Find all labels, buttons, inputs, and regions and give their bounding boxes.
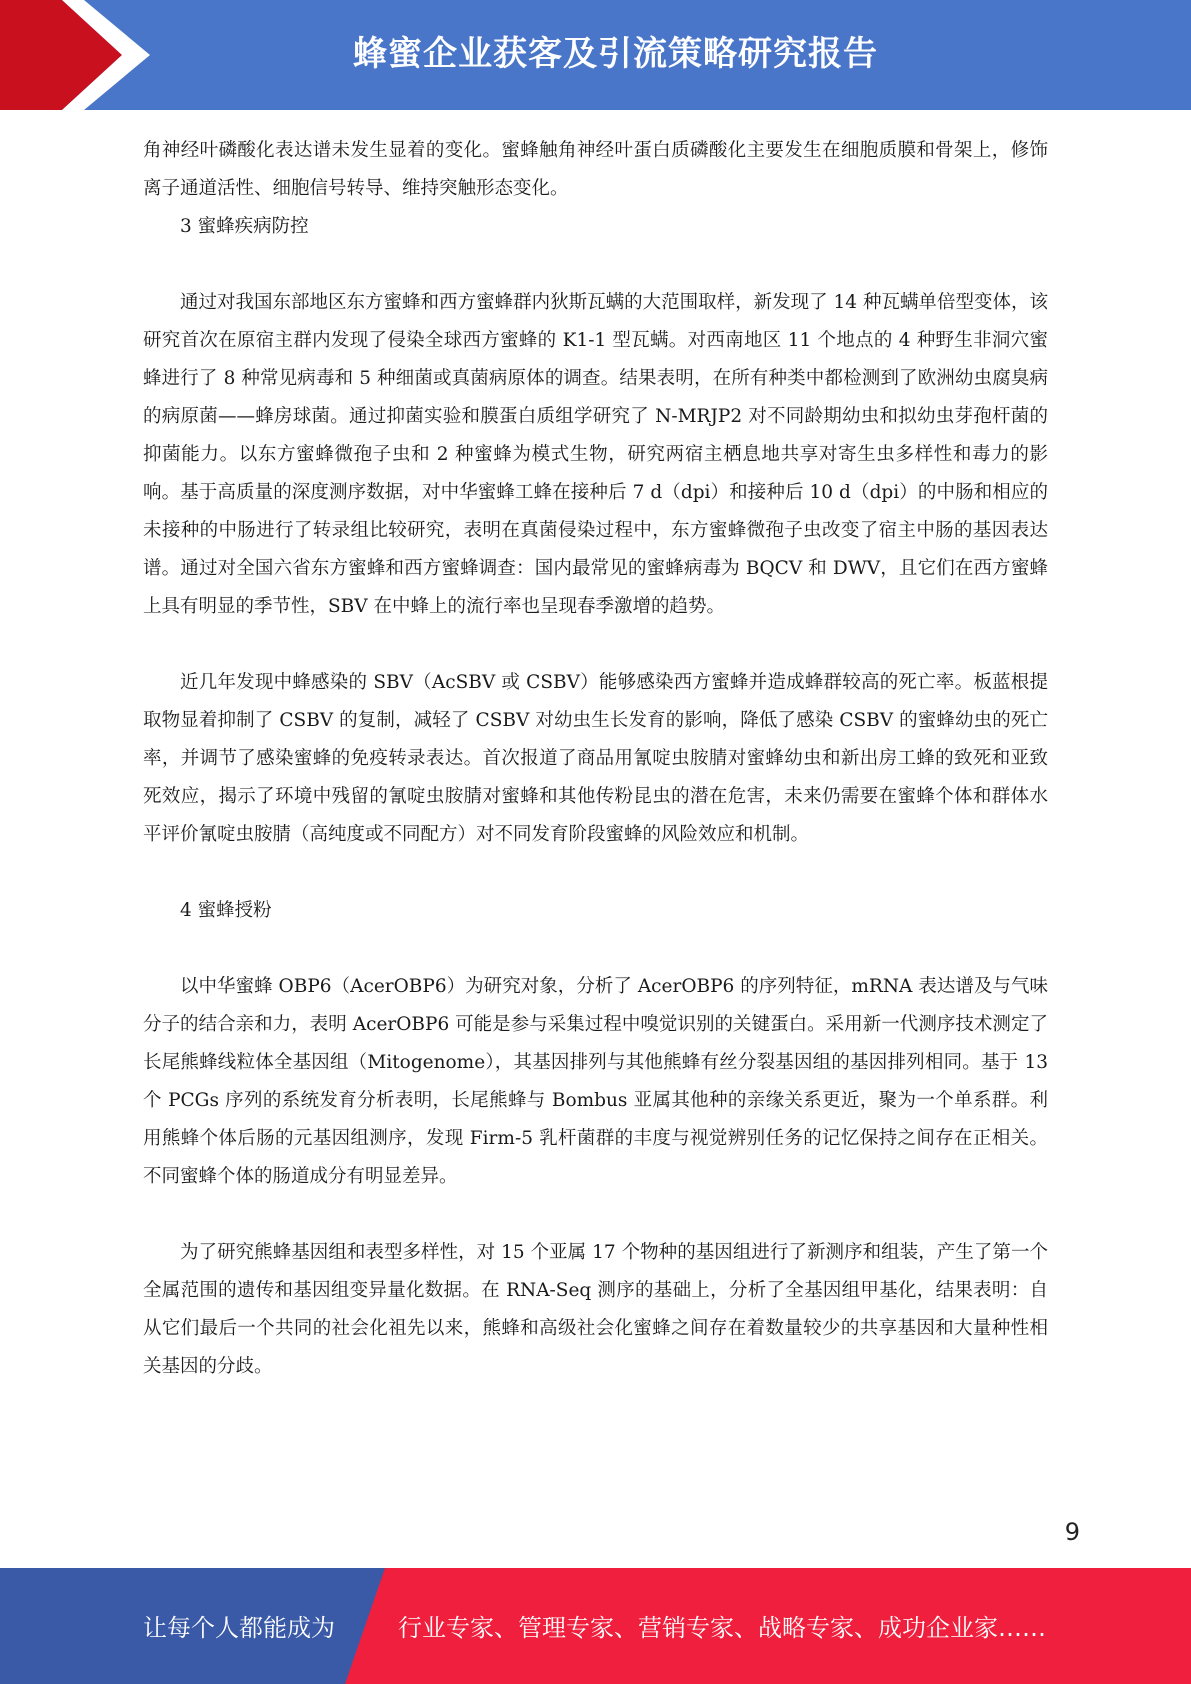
footer-slogan-right: 行业专家、管理专家、营销专家、战略专家、成功企业家…… — [398, 1614, 1046, 1642]
paragraph-bumblebee-genome: 为了研究熊蜂基因组和表型多样性，对 15 个亚属 17 个物种的基因组进行了新测序和组装，产生了第一个全属范围的遗传和基因组变异量化数据。在 RNA-Seq 测序的基础上，分析了全基因组甲基化，结果表明：自从它们最后一个共同的社会化祖先以来，熊蜂和高级社会化蜜蜂之间存在着数量较少的共享基因和大量种性相关基因的分歧。 — [143, 1242, 1048, 1377]
section-heading-pollination: 4 蜜蜂授粉 — [180, 900, 272, 921]
page-number: 9 — [1064, 1518, 1080, 1546]
paragraph-sbv: 近几年发现中蜂感染的 SBV（AcSBV 或 CSBV）能够感染西方蜜蜂并造成蜂群较高的死亡率。板蓝根提取物显着抑制了 CSBV 的复制，减轻了 CSBV 对幼虫生长发育的影响，降低了感染 CSBV 的蜜蜂幼虫的死亡率，并调节了感染蜜蜂的免疫转录表达。首次报道了商品用氰啶虫胺腈对蜜蜂幼虫和新出房工蜂的致死和亚致死效应，揭示了环境中残留的氰啶虫胺腈对蜜蜂和其他传粉昆虫的潜在危害，未来仍需要在蜜蜂个体和群体水平评价氰啶虫胺腈（高纯度或不同配方）对不同发育阶段蜜蜂的风险效应和机制。 — [143, 672, 1048, 845]
paragraph-obp6: 以中华蜜蜂 OBP6（AcerOBP6）为研究对象，分析了 AcerOBP6 的序列特征，mRNA 表达谱及与气味分子的结合亲和力，表明 AcerOBP6 可能是参与采集过程中嗅觉识别的关键蛋白。采用新一代测序技术测定了长尾熊蜂线粒体全基因组（Mitogenome），其基因排列与其他熊蜂有丝分裂基因组的基因排列相同。基于 13 个 PCGs 序列的系统发育分析表明，长尾熊蜂与 Bombus 亚属其他种的亲缘关系更近，聚为一个单系群。利用熊蜂个体后肠的元基因组测序，发现 Firm-5 乳杆菌群的丰度与视觉辨别任务的记忆保持之间存在正相关。不同蜜蜂个体的肠道成分有明显差异。 — [143, 976, 1048, 1187]
section-heading-disease-control: 3 蜜蜂疾病防控 — [180, 216, 309, 237]
paragraph-mite-survey: 通过对我国东部地区东方蜜蜂和西方蜜蜂群内狄斯瓦螨的大范围取样，新发现了 14 种瓦螨单倍型变体，该研究首次在原宿主群内发现了侵染全球西方蜜蜂的 K1-1 型瓦螨。对西南地区 11 个地点的 4 种野生非洞穴蜜蜂进行了 8 种常见病毒和 5 种细菌或真菌病原体的调查。结果表明，在所有种类中都检测到了欧洲幼虫腐臭病的病原菌——蜂房球菌。通过抑菌实验和膜蛋白质组学研究了 N-MRJP2 对不同龄期幼虫和拟幼虫芽孢杆菌的抑菌能力。以东方蜜蜂微孢子虫和 2 种蜜蜂为模式生物，研究两宿主栖息地共享对寄生虫多样性和毒力的影响。基于高质量的深度测序数据，对中华蜜蜂工蜂在接种后 7 d（dpi）和接种后 10 d（dpi）的中肠和相应的未接种的中肠进行了转录组比较研究，表明在真菌侵染过程中，东方蜜蜂微孢子虫改变了宿主中肠的基因表达谱。通过对全国六省东方蜜蜂和西方蜜蜂调查：国内最常见的蜜蜂病毒为 BQCV 和 DWV，且它们在西方蜜蜂上具有明显的季节性，SBV 在中蜂上的流行率也呈现春季激增的趋势。 — [143, 292, 1048, 617]
page-footer — [0, 1568, 1191, 1684]
document-title: 蜂蜜企业获客及引流策略研究报告 — [353, 34, 878, 74]
footer-slogan-left: 让每个人都能成为 — [143, 1614, 335, 1642]
document-body — [143, 132, 1048, 1386]
paragraph-continued: 角神经叶磷酸化表达谱未发生显着的变化。蜜蜂触角神经叶蛋白质磷酸化主要发生在细胞质膜和骨架上，修饰离子通道活性、细胞信号转导、维持突触形态变化。 — [143, 140, 1048, 199]
page-header — [0, 0, 1191, 110]
